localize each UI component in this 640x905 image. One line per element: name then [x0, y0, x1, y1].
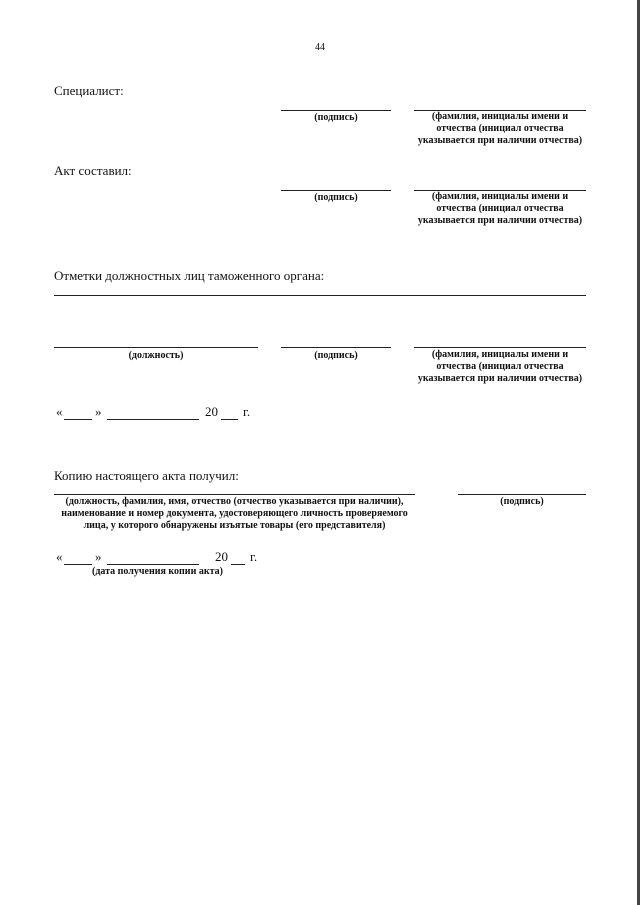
date2-close-quote: »	[95, 549, 102, 564]
specialist-heading: Специалист:	[54, 83, 124, 98]
specialist-signature-line	[281, 110, 391, 111]
page-number: 44	[315, 42, 325, 53]
date2-day-line	[64, 564, 92, 565]
customs-marks-heading: Отметки должностных лиц таможенного органа:	[54, 268, 325, 283]
date2-year-line	[231, 564, 245, 565]
copy-signature-caption: (подпись)	[500, 496, 544, 507]
copy-person-caption: (должность, фамилия, имя, отчество (отчество указывается при наличии), наименование и номер документа, удостоверяющего личность проверяемого лица, у которого обнаружены изъятые товары (его представителя)	[61, 496, 408, 531]
date1-month-line	[107, 419, 199, 420]
customs-marks-line	[54, 295, 586, 296]
date1-open-quote: «	[56, 404, 63, 419]
customs-position-caption: (должность)	[128, 350, 184, 361]
date2-month-line	[107, 564, 199, 565]
date2-year-suffix: г.	[250, 549, 258, 564]
date1-year-line	[221, 419, 238, 420]
date2-caption: (дата получения копии акта)	[92, 566, 223, 577]
customs-signature-line	[281, 347, 391, 348]
customs-signature-caption: (подпись)	[314, 350, 358, 361]
date1-year-prefix: 20	[205, 404, 218, 419]
specialist-name-caption: (фамилия, инициалы имени и отчества (инициал отчества указывается при наличии отчества)	[417, 111, 583, 146]
date2-year-prefix: 20	[215, 549, 228, 564]
customs-name-caption: (фамилия, инициалы имени и отчества (инициал отчества указывается при наличии отчества)	[417, 349, 583, 384]
compiled-name-caption: (фамилия, инициалы имени и отчества (инициал отчества указывается при наличии отчества)	[417, 191, 583, 226]
date1-day-line	[64, 419, 92, 420]
customs-name-line	[414, 347, 586, 348]
specialist-signature-caption: (подпись)	[314, 112, 358, 123]
copy-person-line	[54, 494, 415, 495]
date2-open-quote: «	[56, 549, 63, 564]
compiled-signature-caption: (подпись)	[314, 192, 358, 203]
customs-position-line	[54, 347, 258, 348]
compiled-by-heading: Акт составил:	[54, 163, 132, 178]
compiled-signature-line	[281, 190, 391, 191]
date1-year-suffix: г.	[243, 404, 251, 419]
date1-close-quote: »	[95, 404, 102, 419]
copy-received-heading: Копию настоящего акта получил:	[54, 468, 239, 483]
copy-signature-line	[458, 494, 586, 495]
